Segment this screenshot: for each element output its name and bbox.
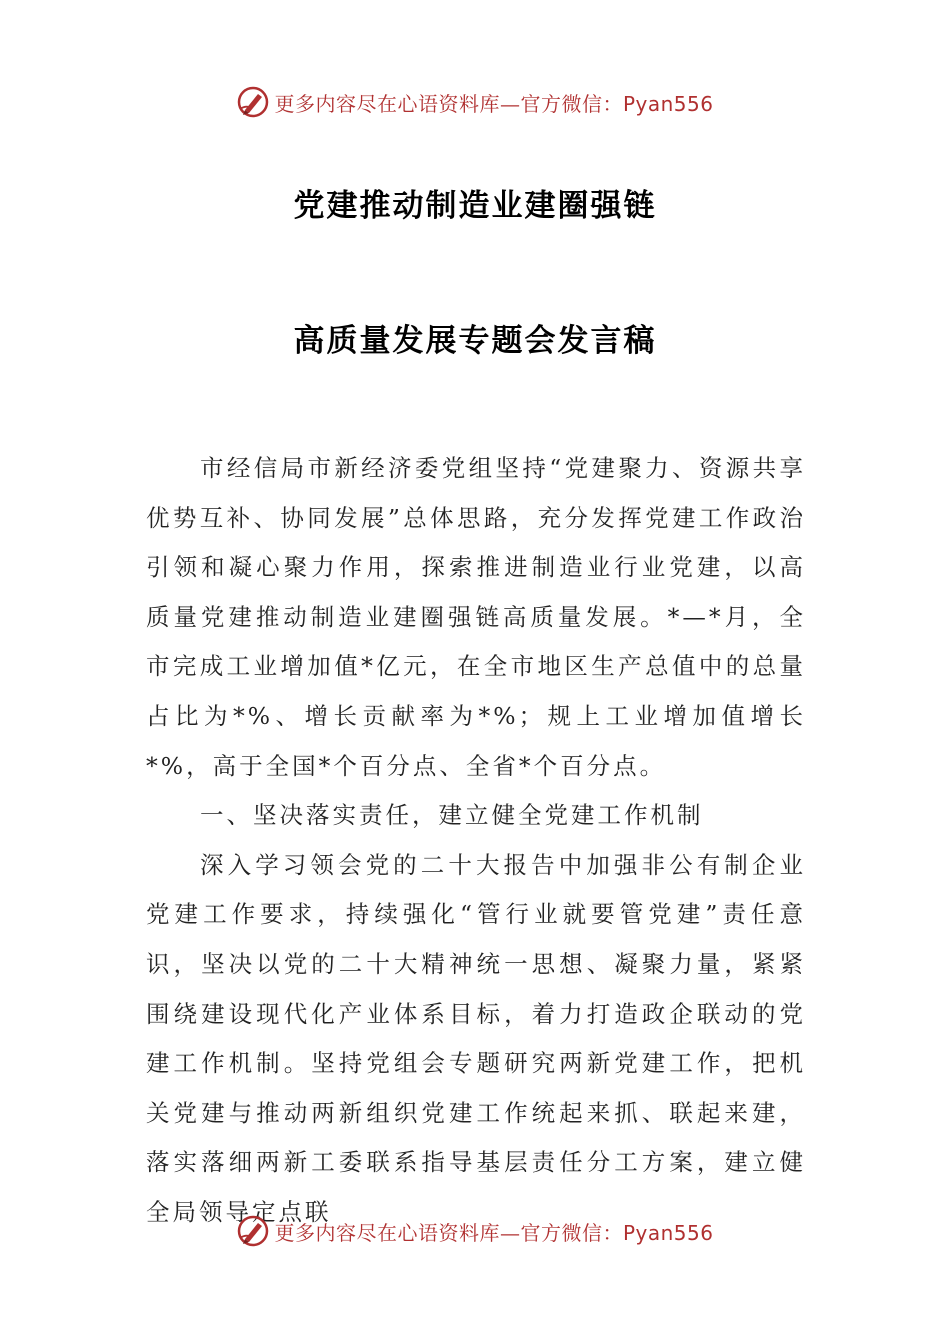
footer-banner (0, 1211, 950, 1251)
banner-slogan: 更多内容尽在心语资料库 (274, 91, 500, 116)
banner-separator: — (499, 91, 521, 116)
pen-logo-icon (236, 85, 270, 119)
document-title-line-2: 高质量发展专题会发言稿 (293, 323, 657, 359)
pen-logo-icon (236, 1214, 270, 1248)
paragraph: 市经信局市新经济委党组坚持“党建聚力、资源共享优势互补、协同发展”总体思路，充分发挥党建工作政治引领和凝心聚力作用，探索推进制造业行业党建，以高质量党建推动制造业建圈强链高质量发展。*—*月，全市完成工业增加值*亿元，在全市地区生产总值中的总量占比为*%、增长贡献率为*%；规上工业增加值增长*%，高于全国*个百分点、全省*个百分点。 (146, 454, 806, 780)
banner-separator: — (499, 1220, 521, 1245)
section-heading: 一、坚决落实责任，建立健全党建工作机制 (200, 801, 704, 830)
paragraph: 深入学习领会党的二十大报告中加强非公有制企业党建工作要求，持续强化“管行业就要管党建”责任意识，坚决以党的二十大精神统一思想、凝聚力量，紧紧围绕建设现代化产业体系目标，着力打造政企联动的党建工作机制。坚持党组会专题研究两新党建工作，把机关党建与推动两新组织党建工作统起来抓、联起来建，落实落细两新工委联系指导基层责任分工方案，建立健全局领导定点联 (146, 850, 806, 1226)
document-body (146, 444, 806, 1238)
document-title-line-1: 党建推动制造业建圈强链 (293, 188, 657, 224)
banner-text (274, 1217, 713, 1246)
banner-contact: 官方微信：Pyan556 (520, 1220, 714, 1245)
banner-contact: 官方微信：Pyan556 (520, 91, 714, 116)
banner-slogan: 更多内容尽在心语资料库 (274, 1220, 500, 1245)
header-banner (0, 82, 950, 122)
banner-text (274, 88, 713, 117)
